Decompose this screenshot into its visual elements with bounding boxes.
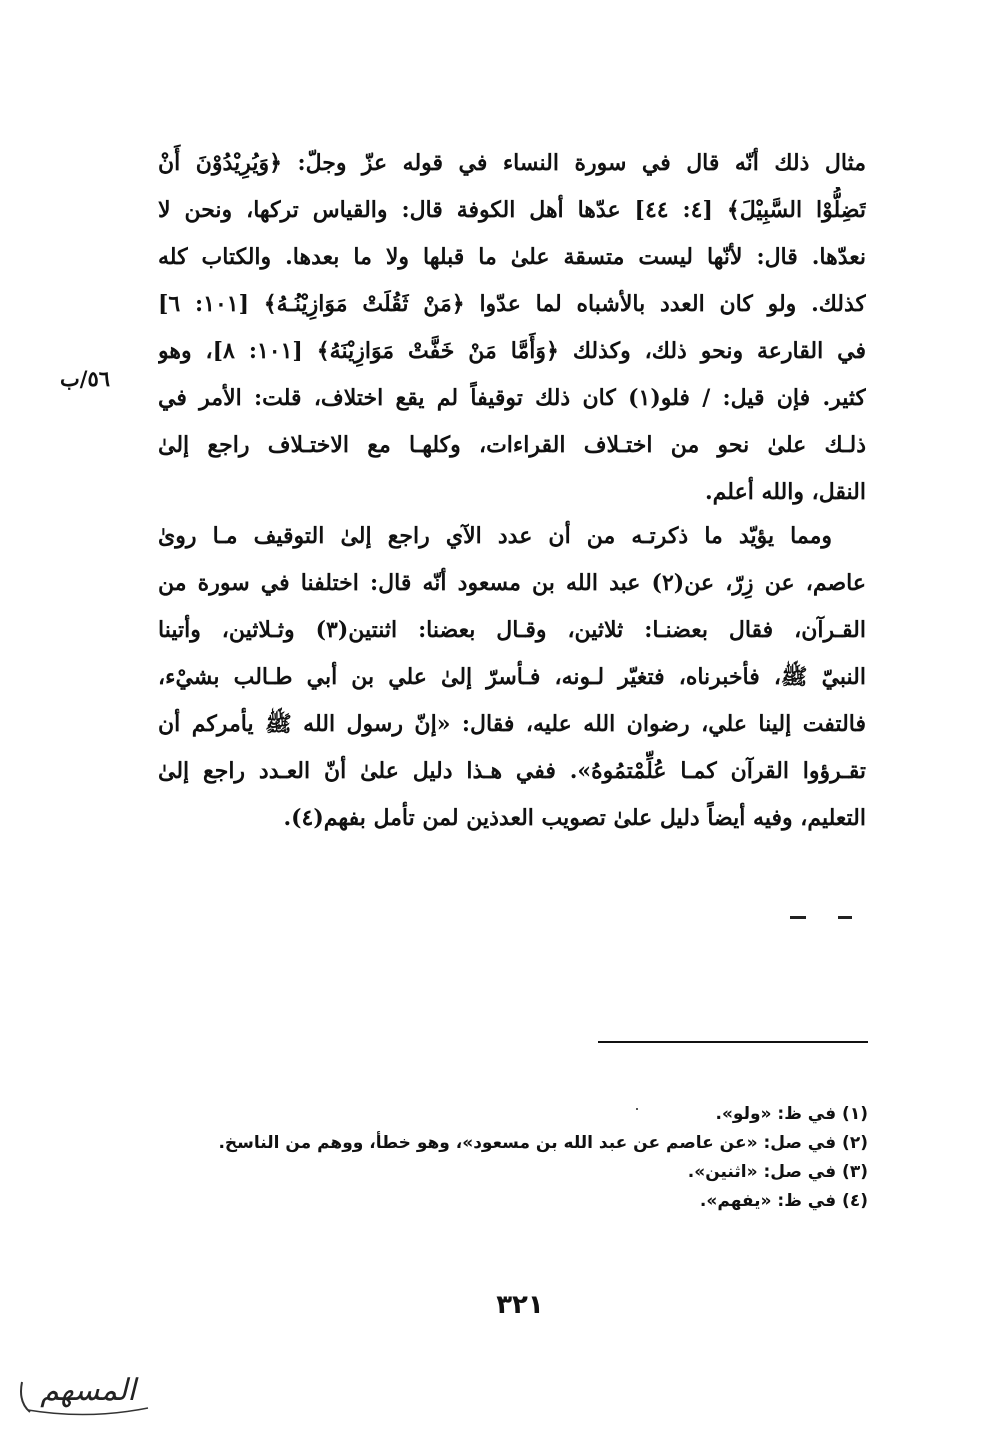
publisher-logo xyxy=(8,1362,168,1422)
text-line: عاصم، عن زِرّ، عن(٢) عبد الله بن مسعود أنّه قال: اختلفنا في سورة من xyxy=(158,570,866,596)
text-line: نعدّها. قال: لأنّها ليست متسقة علىٰ ما قبلها ولا ما بعدها. والكتاب كله xyxy=(158,244,866,270)
footnote: (٢) في صل: «عن عاصم عن عبد الله بن مسعود»، وهو خطأ، ووهم من الناسخ. xyxy=(218,1133,868,1153)
main-paragraph-1 xyxy=(158,140,866,516)
logo-text: المسهم xyxy=(40,1373,136,1408)
main-paragraph-2 xyxy=(158,513,866,842)
text-line: تقـرؤوا القرآن كمـا عُلِّمْتمُوهُ». ففي هـذا دليل علىٰ أنّ العـدد راجع إلىٰ xyxy=(158,758,866,784)
text-line: القـرآن، فقال بعضنـا: ثلاثين، وقـال بعضنا: اثنتين(٣) وثـلاثين، وأتينا xyxy=(158,617,866,643)
text-line: ومما يؤيّد ما ذكرتـه من أن عدد الآي راجع إلىٰ التوقيف مـا روىٰ xyxy=(158,523,832,549)
page-number: ٣٢١ xyxy=(496,1290,544,1320)
text-line: مثال ذلك أنّه قال في سورة النساء في قوله عزّ وجلّ: ﴿وَيُرِيْدُوْنَ أَنْ xyxy=(158,150,866,176)
scan-speck xyxy=(636,1108,638,1110)
text-line: النبيّ ﷺ، فأخبرناه، فتغيّر لـونه، فـأسرّ إلىٰ علي بن أبي طـالب بشيْء، xyxy=(158,664,866,690)
text-line: التعليم، وفيه أيضاً دليل علىٰ تصويب العدذين لمن تأمل بفهم(٤). xyxy=(283,805,866,831)
text-line: تَضِلُّوْا السَّبِيْلَ﴾ [٤: ٤٤] عدّها أهل الكوفة قال: والقياس تركها، ونحن لا xyxy=(158,197,866,223)
text-line: في القارعة ونحو ذلك، وكذلك ﴿وَأَمَّا مَنْ خَفَّتْ مَوَازِيْنَهُ﴾ [١٠١: ٨]، وهو xyxy=(158,338,866,364)
text-line: كثير. فإن قيل: / فلو(١) كان ذلك توقيفاً لم يقع اختلاف، قلت: الأمر في xyxy=(158,385,866,411)
footnote: (٤) في ظ: «يفهم». xyxy=(699,1191,868,1211)
footnote: (١) في ظ: «ولو». xyxy=(715,1104,868,1124)
scan-artifact xyxy=(790,916,806,919)
manuscript-folio-marker: ٥٦/ب xyxy=(60,366,111,391)
text-line: النقل، والله أعلم. xyxy=(704,479,866,505)
footnote: (٣) في صل: «اثنين». xyxy=(687,1162,868,1182)
footnotes xyxy=(200,1100,868,1216)
text-line: ذلـك علىٰ نحو من اختـلاف القراءات، وكلهـا مع الاختـلاف راجع إلىٰ xyxy=(158,432,866,458)
footnote-separator xyxy=(598,1041,868,1043)
text-line: كذلك. ولو كان العدد بالأشباه لما عدّوا ﴿مَنْ ثَقُلَتْ مَوَازِيْنُـهُ﴾ [١٠١: ٦] xyxy=(158,291,866,317)
scan-artifact xyxy=(838,916,852,919)
text-line: فالتفت إلينا علي، رضوان الله عليه، فقال: «إنّ رسول الله ﷺ يأمركم أن xyxy=(158,711,866,737)
